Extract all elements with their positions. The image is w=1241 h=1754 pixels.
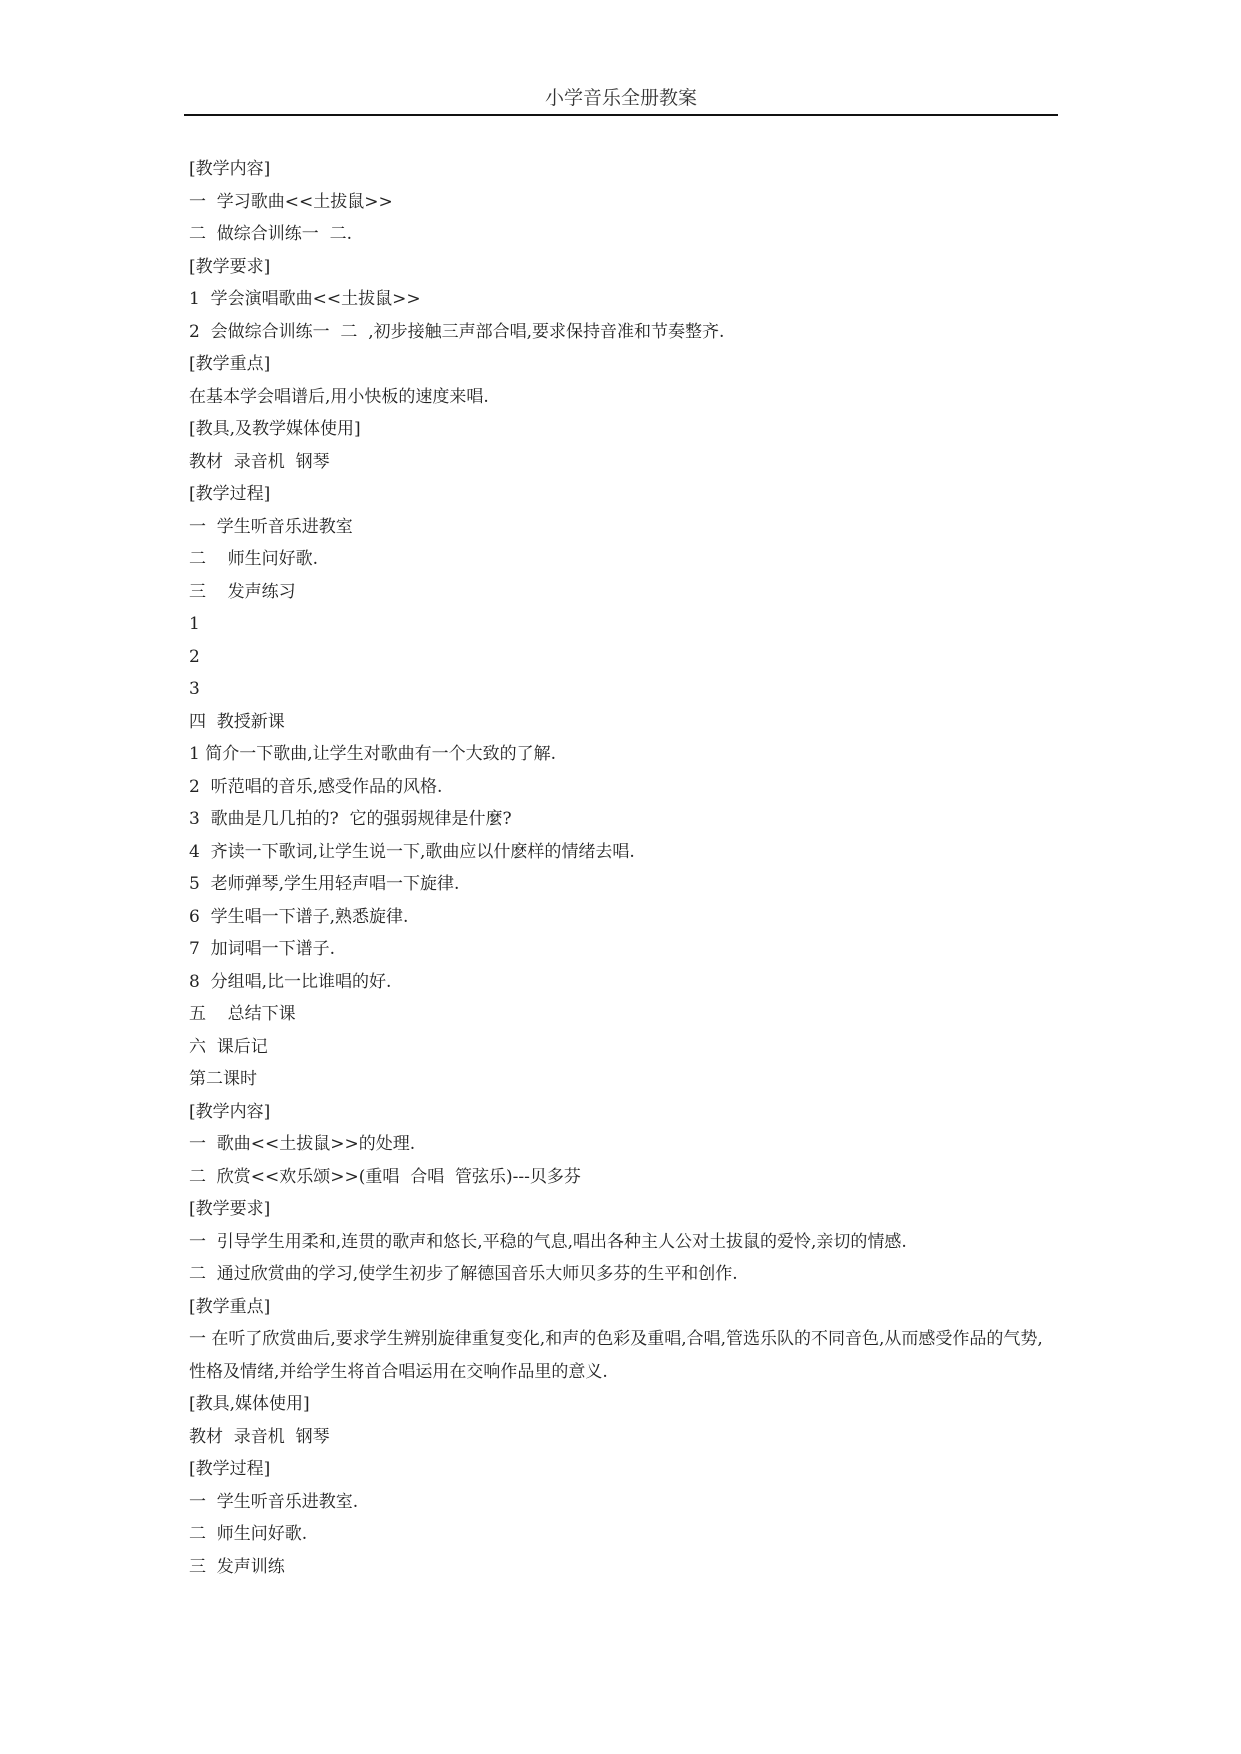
text-line: 三 发声练习 (189, 581, 296, 602)
text-line: 8 分组唱,比一比谁唱的好. (189, 971, 392, 992)
section-heading: [教具,媒体使用] (189, 1394, 310, 1414)
text-line: 四 教授新课 (189, 711, 285, 732)
header-divider (184, 114, 1058, 116)
text-line: 一 引导学生用柔和,连贯的歌声和悠长,平稳的气息,唱出各种主人公对土拔鼠的爱怜,亲切的情感. (189, 1231, 907, 1252)
section-heading: [教学过程] (189, 1459, 271, 1479)
lesson-period-heading: 第二课时 (189, 1069, 257, 1089)
section-heading: [教学要求] (189, 1199, 271, 1219)
text-line: 六 课后记 (189, 1036, 268, 1057)
text-line: 二 师生问好歌. (189, 549, 319, 569)
text-line: 一 学生听音乐进教室. (189, 1491, 359, 1512)
text-line: 二 做综合训练一 二. (189, 224, 353, 244)
text-line: 在基本学会唱谱后,用小快板的速度来唱. (189, 386, 489, 407)
text-line: 4 齐读一下歌词,让学生说一下,歌曲应以什麽样的情绪去唱. (189, 841, 635, 862)
section-heading: [教学过程] (189, 484, 271, 504)
text-line: 三 发声训练 (189, 1556, 285, 1577)
text-line: 二 通过欣赏曲的学习,使学生初步了解德国音乐大师贝多芬的生平和创作. (189, 1264, 738, 1284)
text-line: 一 学习歌曲<<土拔鼠>> (189, 191, 393, 212)
text-paragraph: 一 在听了欣赏曲后,要求学生辨别旋律重复变化,和声的色彩及重唱,合唱,管选乐队的不同音色,从而感受作品的气势,性格及情绪,并给学生将首合唱运用在交响作品里的意义. (189, 1329, 1043, 1382)
text-line: 2 会做综合训练一 二 ,初步接触三声部合唱,要求保持音准和节奏整齐. (189, 321, 725, 342)
text-line: 5 老师弹琴,学生用轻声唱一下旋律. (189, 874, 460, 894)
text-line: 教材 录音机 钢琴 (189, 451, 330, 472)
text-line: 二 欣赏<<欢乐颂>>(重唱 合唱 管弦乐)---贝多芬 (189, 1166, 581, 1187)
text-line: 一 歌曲<<土拔鼠>>的处理. (189, 1134, 416, 1154)
section-heading: [教学内容] (189, 1101, 271, 1122)
section-heading: [教学重点] (189, 1296, 271, 1317)
text-line: 6 学生唱一下谱子,熟悉旋律. (189, 906, 409, 927)
section-heading: [教学内容] (189, 159, 271, 179)
text-line: 1 (189, 614, 200, 634)
text-line: 一 学生听音乐进教室 (189, 516, 353, 537)
text-line: 2 听范唱的音乐,感受作品的风格. (189, 776, 443, 797)
text-line: 二 师生问好歌. (189, 1524, 308, 1544)
lesson-plan-body (189, 153, 1059, 1583)
text-line: 1 学会演唱歌曲<<土拔鼠>> (189, 289, 421, 309)
section-heading: [教学重点] (189, 354, 271, 374)
section-heading: [教具,及教学媒体使用] (189, 419, 361, 439)
text-line: 3 (189, 679, 200, 699)
section-heading: [教学要求] (189, 256, 271, 277)
text-line: 教材 录音机 钢琴 (189, 1426, 330, 1447)
text-line: 3 歌曲是几几拍的? 它的强弱规律是什麼? (189, 809, 512, 829)
text-line: 7 加词唱一下谱子. (189, 939, 336, 959)
text-line: 1 简介一下歌曲,让学生对歌曲有一个大致的了解. (189, 744, 557, 764)
text-line: 五 总结下课 (189, 1004, 296, 1024)
page-header-title: 小学音乐全册教案 (544, 87, 697, 109)
text-line: 2 (189, 646, 200, 667)
